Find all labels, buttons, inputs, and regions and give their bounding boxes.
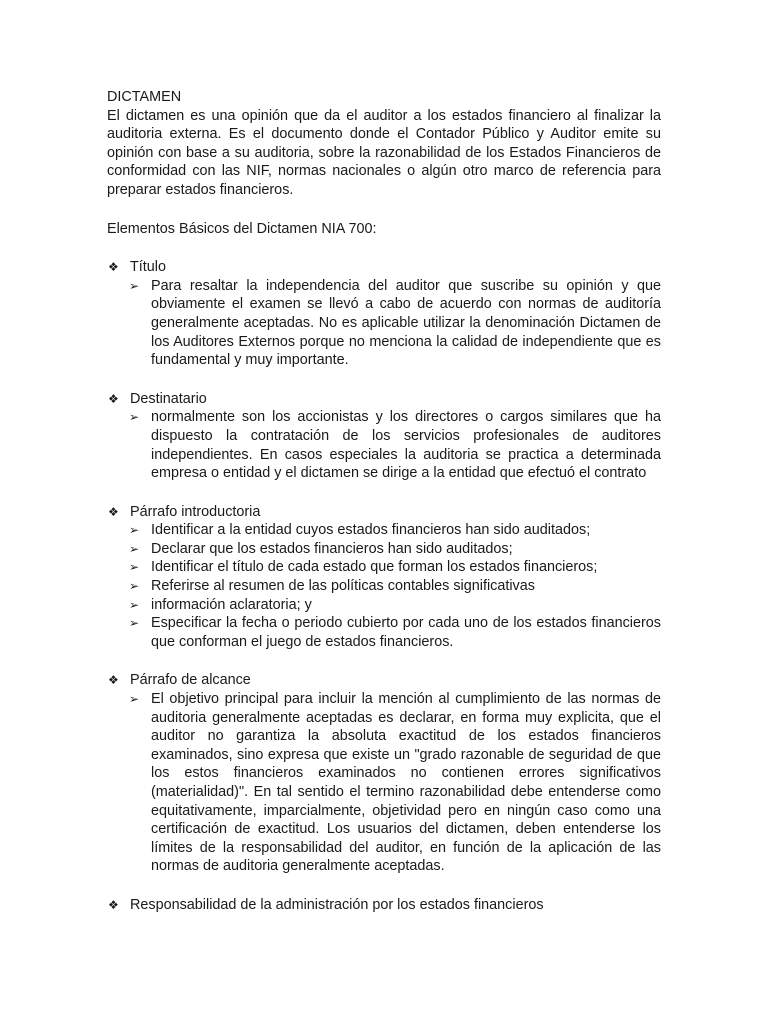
arrowhead-bullet-icon: ➢	[129, 597, 140, 612]
list-item	[129, 277, 661, 370]
sections-list	[107, 258, 661, 914]
list-item-text: Para resaltar la independencia del auditor que suscribe su opinión y que obviamente el examen se llevó a cabo de acuerdo con normas de auditoría generalmente aceptadas. No es aplicable utilizar la denominación Dictamen de los Auditores Externos porque no menciona la calidad de independiente que es fundamental y muy importante.	[151, 277, 661, 369]
section-title: Párrafo de alcance	[130, 672, 251, 689]
diamond-bullet-icon: ❖	[108, 673, 119, 688]
list-item-text: Referirse al resumen de las políticas contables significativas	[151, 578, 535, 595]
list-item	[129, 558, 661, 577]
section	[107, 258, 661, 370]
list-item-text: Identificar a la entidad cuyos estados financieros han sido auditados;	[151, 522, 591, 539]
section-header	[108, 896, 661, 915]
diamond-bullet-icon: ❖	[108, 260, 119, 275]
list-item	[129, 577, 661, 596]
section	[107, 671, 661, 876]
arrowhead-bullet-icon: ➢	[129, 278, 140, 293]
list-item-text: normalmente son los accionistas y los directores o cargos similares que ha dispuesto la contratación de los servicios profesionales de auditores independientes. En casos especiales la auditoria se practica a determinada empresa o entidad y el dictamen se dirige a la entidad que efectuó el contrato	[151, 409, 661, 482]
arrowhead-bullet-icon: ➢	[129, 523, 140, 538]
arrowhead-bullet-icon: ➢	[129, 579, 140, 594]
section-items	[107, 277, 661, 370]
list-item	[129, 596, 661, 615]
list-item	[129, 540, 661, 559]
intro-paragraph: El dictamen es una opinión que da el auditor a los estados financiero al finalizar la auditoria externa. Es el documento donde el Contador Público y Auditor emite su opinión con base a su auditoria, sobre la razonabilidad de los Estados Financieros de conformidad con las NIF, normas nacionales o algún otro marco de referencia para preparar estados financieros.	[107, 107, 661, 198]
diamond-bullet-icon: ❖	[108, 897, 119, 912]
list-item-text: El objetivo principal para incluir la mención al cumplimiento de las normas de auditoria generalmente aceptadas es declarar, en forma muy explicita, que el auditor no garantiza la absoluta exactitud de los estados financieros examinados, sino expresa que existe un "grado razonable de seguridad de que los estos financieros examinados no contienen errores significativos (materialidad)". En tal sentido el termino razonabilidad debe entenderse como equitativamente, imparcialmente, objetividad pero en ningún caso como una certificación de exactitud. Los usuarios del dictamen, deben entenderse los límites de la responsabilidad del auditor, en función de la aplicación de las normas de auditoria generalmente aceptadas.	[151, 691, 661, 875]
section-header	[108, 390, 661, 409]
arrowhead-bullet-icon: ➢	[129, 616, 140, 631]
list-item	[129, 408, 661, 482]
list-item-text: información aclaratoria; y	[151, 596, 312, 613]
section-title: Título	[130, 259, 166, 276]
document-heading: DICTAMEN	[107, 89, 182, 105]
section	[107, 896, 661, 915]
elements-title: Elementos Básicos del Dictamen NIA 700:	[107, 220, 377, 237]
section-header	[108, 671, 661, 690]
arrowhead-bullet-icon: ➢	[129, 410, 140, 425]
section-items	[107, 690, 661, 876]
list-item-text: Identificar el título de cada estado que forman los estados financieros;	[151, 559, 598, 576]
section-header	[108, 258, 661, 277]
arrowhead-bullet-icon: ➢	[129, 560, 140, 575]
arrowhead-bullet-icon: ➢	[129, 692, 140, 707]
list-item	[129, 690, 661, 876]
section-title: Destinatario	[130, 390, 207, 407]
section-items	[107, 408, 661, 482]
section-title: Párrafo introductoria	[130, 503, 261, 520]
document-body	[107, 88, 661, 915]
section-header	[108, 503, 661, 522]
diamond-bullet-icon: ❖	[108, 504, 119, 519]
arrowhead-bullet-icon: ➢	[129, 541, 140, 556]
list-item	[129, 614, 661, 651]
section-title: Responsabilidad de la administración por los estados financieros	[130, 896, 544, 913]
list-item-text: Declarar que los estados financieros han sido auditados;	[151, 540, 513, 557]
section	[107, 390, 661, 483]
section-items	[107, 521, 661, 651]
diamond-bullet-icon: ❖	[108, 391, 119, 406]
section	[107, 503, 661, 652]
list-item	[129, 521, 661, 540]
list-item-text: Especificar la fecha o periodo cubierto por cada uno de los estados financieros que conforman el juego de estados financieros.	[151, 615, 661, 650]
